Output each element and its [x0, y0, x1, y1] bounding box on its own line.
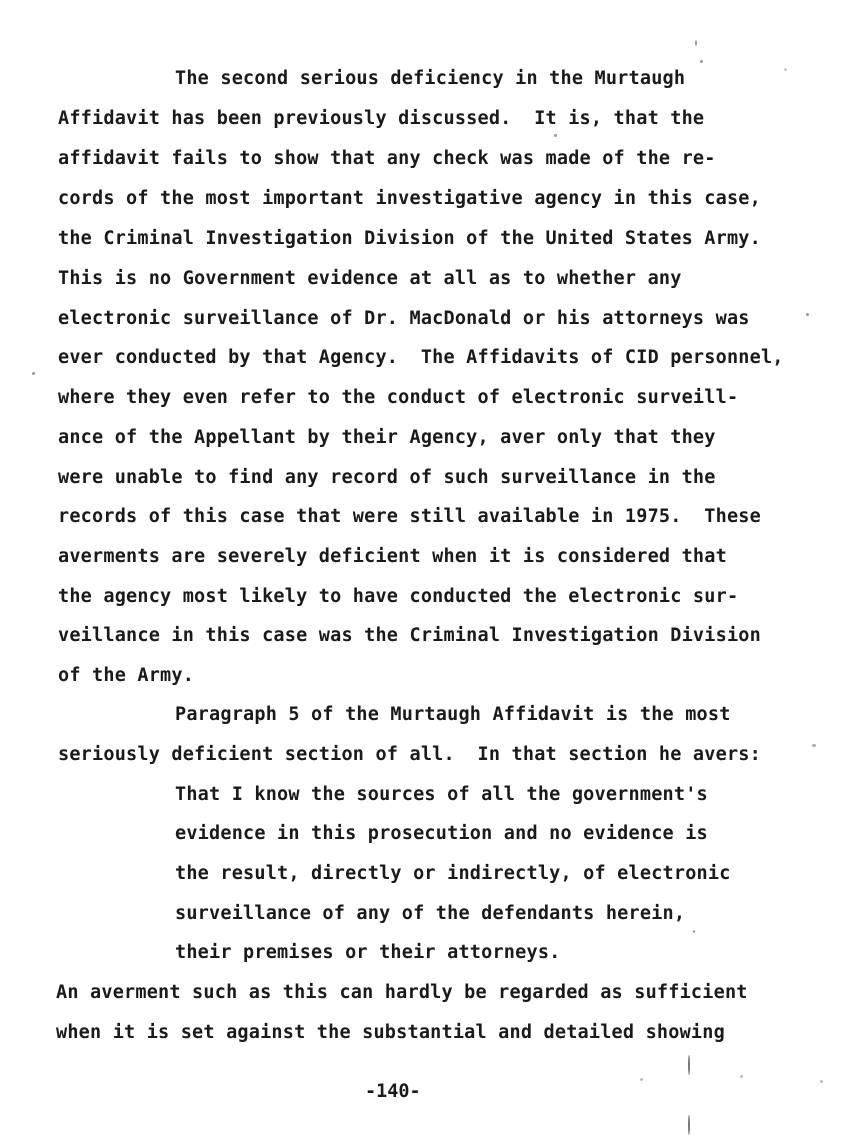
scan-speck [688, 1115, 690, 1135]
paragraph-1-line-15: veillance in this case was the Criminal Investigation Division [58, 625, 761, 646]
paragraph-1-line-12: records of this case that were still available in 1975. These [58, 506, 761, 527]
scan-speck [700, 60, 703, 63]
paragraph-2-line-2: seriously deficient section of all. In that section he avers: [58, 744, 761, 765]
scan-speck [740, 1075, 743, 1078]
paragraph-2-line-1: Paragraph 5 of the Murtaugh Affidavit is the most [175, 704, 731, 725]
paragraph-1-line-13: averments are severely deficient when it is considered that [58, 546, 727, 567]
paragraph-1-line-9: where they even refer to the conduct of electronic surveill- [58, 387, 739, 408]
scan-speck [820, 1080, 823, 1083]
paragraph-1-line-6: This is no Government evidence at all as to whether any [58, 268, 682, 289]
quote-line-5: their premises or their attorneys. [175, 942, 561, 963]
paragraph-1-line-3: affidavit fails to show that any check was made of the re- [58, 148, 716, 169]
scan-speck [32, 372, 35, 375]
paragraph-3-line-1: An averment such as this can hardly be regarded as sufficient [56, 982, 748, 1003]
quote-line-4: surveillance of any of the defendants herein, [175, 903, 686, 924]
paragraph-3-line-2: when it is set against the substantial and detailed showing [56, 1022, 725, 1043]
paragraph-1-line-4: cords of the most important investigative agency in this case, [58, 188, 761, 209]
scan-speck [554, 134, 557, 137]
scan-speck [688, 1055, 690, 1075]
paragraph-1-line-10: ance of the Appellant by their Agency, aver only that they [58, 427, 716, 448]
paragraph-1-line-11: were unable to find any record of such surveillance in the [58, 467, 716, 488]
quote-line-2: evidence in this prosecution and no evidence is [175, 823, 708, 844]
scan-speck [695, 40, 697, 46]
page-number: -140- [365, 1081, 421, 1102]
paragraph-1-line-1: The second serious deficiency in the Murtaugh [175, 68, 686, 89]
paragraph-1-line-7: electronic surveillance of Dr. MacDonald or his attorneys was [58, 308, 750, 329]
paragraph-1-line-5: the Criminal Investigation Division of the United States Army. [58, 228, 761, 249]
scan-speck [812, 744, 816, 747]
scan-speck [640, 1078, 643, 1081]
quote-line-3: the result, directly or indirectly, of electronic [175, 863, 731, 884]
paragraph-1-line-8: ever conducted by that Agency. The Affidavits of CID personnel, [58, 347, 784, 368]
scan-speck [806, 313, 809, 316]
scan-speck [784, 68, 787, 71]
paragraph-1-line-2: Affidavit has been previously discussed. It is, that the [58, 108, 705, 129]
paragraph-1-line-16: of the Army. [58, 665, 195, 686]
scan-speck [693, 930, 695, 933]
quote-line-1: That I know the sources of all the government's [175, 784, 708, 805]
paragraph-1-line-14: the agency most likely to have conducted the electronic sur- [58, 586, 739, 607]
